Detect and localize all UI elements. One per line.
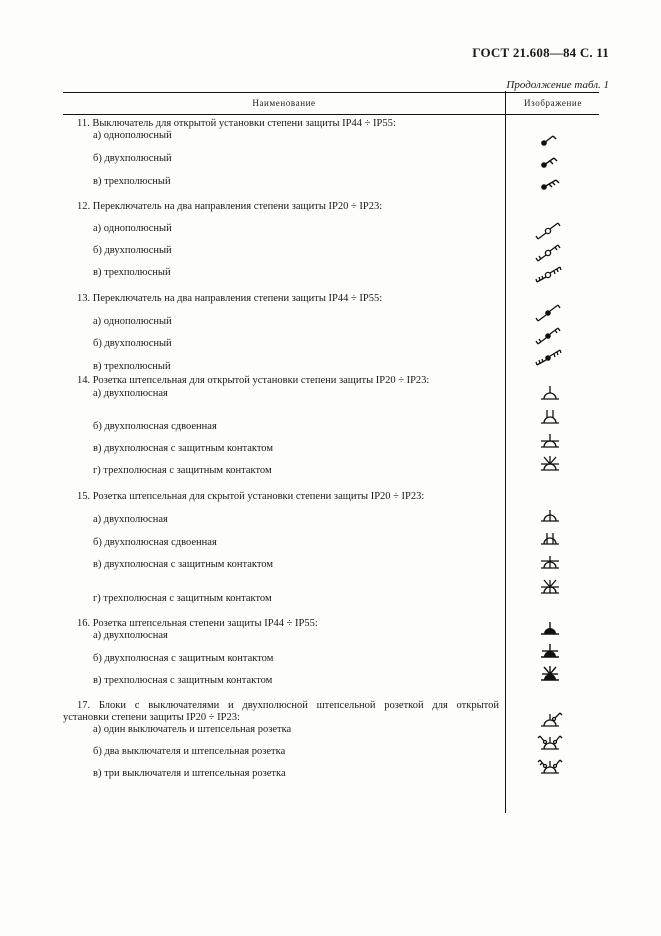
block-3switch-socket-icon	[535, 755, 565, 777]
column-divider	[505, 91, 506, 813]
item-15d: г) трехполюсная с защитным контактом	[93, 593, 272, 604]
item-16-title: 16. Розетка штепсельная степени защиты IP44 ÷ IP55:	[77, 618, 318, 629]
socket-hidden-2pole-double-icon	[535, 529, 565, 551]
item-13c: в) трехполюсный	[93, 361, 171, 372]
column-header-name: Наименование	[252, 98, 316, 108]
item-11-title: 11. Выключатель для открытой установки степени защиты IP44 ÷ IP55:	[77, 118, 396, 129]
item-17-title-line2: установки степени защиты IP20 ÷ IP23:	[63, 712, 240, 723]
item-17-title-line1: 17. Блоки с выключателями и двухполюсной штепсельной розеткой для открытой	[77, 700, 499, 711]
block-1switch-socket-icon	[535, 708, 565, 730]
item-17c: в) три выключателя и штепсельная розетка	[93, 768, 286, 779]
changeover-2pole-ip44-icon	[535, 323, 565, 345]
changeover-1pole-ip44-icon	[535, 300, 565, 322]
socket-hidden-2pole-icon	[535, 506, 565, 528]
item-17b: б) два выключателя и штепсельная розетка	[93, 746, 286, 757]
socket-hidden-2pole-earth-icon	[535, 553, 565, 575]
changeover-3pole-ip20-icon	[535, 262, 565, 284]
item-17a: а) один выключатель и штепсельная розетка	[93, 724, 292, 735]
changeover-2pole-ip20-icon	[535, 240, 565, 262]
socket-open-2pole-double-icon	[535, 406, 565, 428]
item-13a: а) однополюсный	[93, 316, 172, 327]
socket-ip44-3pole-earth-icon	[535, 663, 565, 685]
switch-2pole-ip44-icon	[535, 150, 565, 172]
item-12-title: 12. Переключатель на два направления степени защиты IP20 ÷ IP23:	[77, 201, 383, 212]
item-15b: б) двухполюсная сдвоенная	[93, 537, 217, 548]
page-header: ГОСТ 21.608—84 С. 11	[472, 45, 609, 60]
item-11c: в) трехполюсный	[93, 176, 171, 187]
item-11a: а) однополюсный	[93, 130, 172, 141]
socket-open-3pole-earth-icon	[535, 453, 565, 475]
socket-ip44-2pole-icon	[535, 617, 565, 639]
item-13-title: 13. Переключатель на два направления степени защиты IP44 ÷ IP55:	[77, 293, 383, 304]
item-14d: г) трехполюсная с защитным контактом	[93, 465, 272, 476]
changeover-1pole-ip20-icon	[535, 218, 565, 240]
item-12c: в) трехполюсный	[93, 267, 171, 278]
item-14a: а) двухполюсная	[93, 388, 168, 399]
item-12b: б) двухполюсный	[93, 245, 172, 256]
table-continuation-note: Продолжение табл. 1	[506, 79, 609, 91]
item-15a: а) двухполюсная	[93, 514, 168, 525]
item-11b: б) двухполюсный	[93, 153, 172, 164]
item-15-title: 15. Розетка штепсельная для скрытой установки степени защиты IP20 ÷ IP23:	[77, 491, 425, 502]
socket-hidden-3pole-earth-icon	[535, 578, 565, 600]
switch-1pole-ip44-icon	[535, 128, 565, 150]
table-header-rule	[63, 114, 599, 115]
item-14c: в) двухполюсная с защитным контактом	[93, 443, 273, 454]
item-16c: в) трехполюсная с защитным контактом	[93, 675, 273, 686]
socket-ip44-2pole-earth-icon	[535, 640, 565, 662]
item-14-title: 14. Розетка штепсельная для открытой установки степени защиты IP20 ÷ IP23:	[77, 375, 430, 386]
switch-3pole-ip44-icon	[535, 172, 565, 194]
socket-open-2pole-icon	[535, 382, 565, 404]
item-14b: б) двухполюсная сдвоенная	[93, 421, 217, 432]
item-12a: а) однополюсный	[93, 223, 172, 234]
item-16a: а) двухполюсная	[93, 630, 168, 641]
item-13b: б) двухполюсный	[93, 338, 172, 349]
table-top-rule	[63, 92, 599, 93]
column-header-image: Изображение	[524, 98, 582, 108]
changeover-3pole-ip44-icon	[535, 345, 565, 367]
socket-open-2pole-earth-icon	[535, 430, 565, 452]
item-16b: б) двухполюсная с защитным контактом	[93, 653, 274, 664]
block-2switch-socket-icon	[535, 731, 565, 753]
item-15c: в) двухполюсная с защитным контактом	[93, 559, 273, 570]
